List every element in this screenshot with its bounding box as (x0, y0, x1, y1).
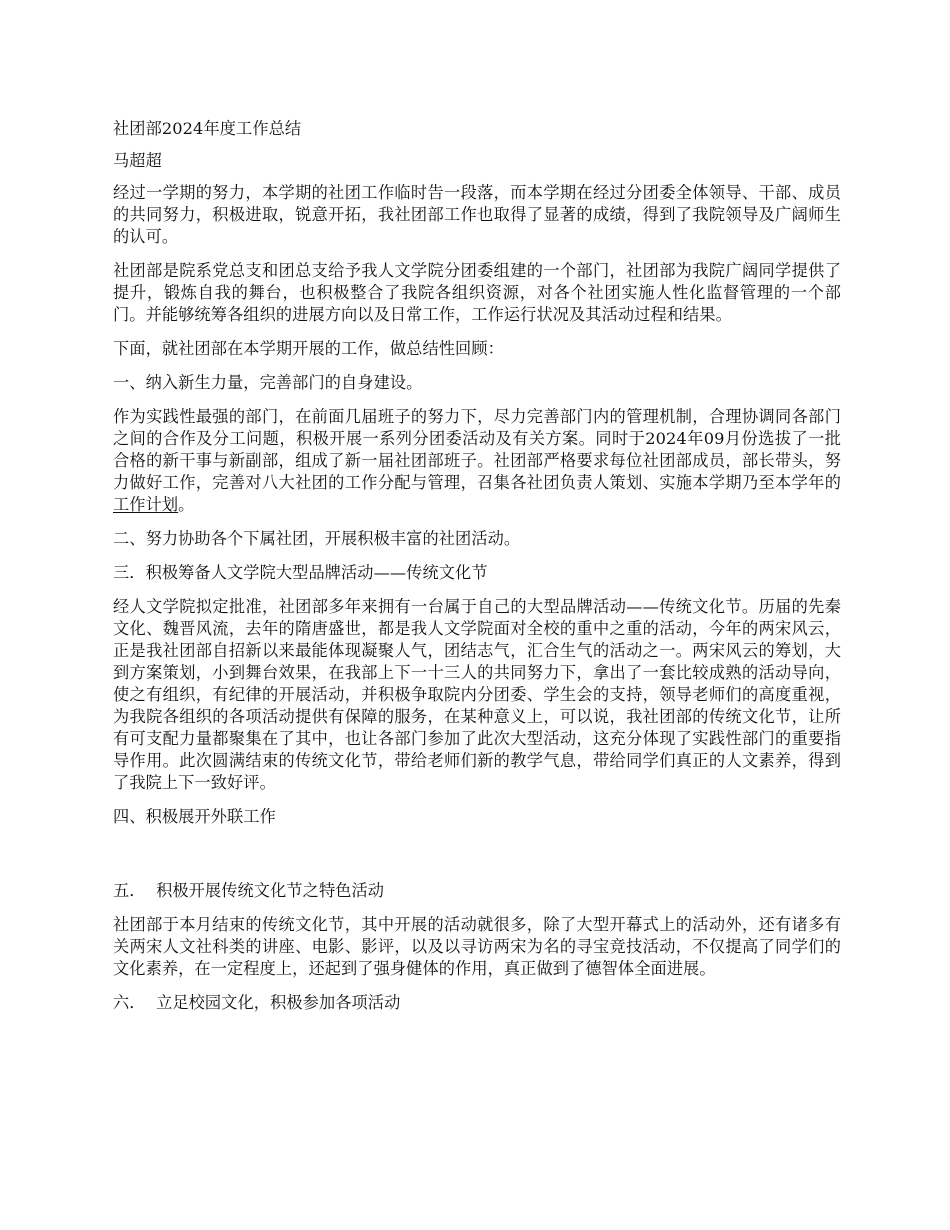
section-5-paragraph: 社团部于本月结束的传统文化节，其中开展的活动就很多，除了大型开幕式上的活动外，还有诸多有关两宋人文社科类的讲座、电影、影评，以及以寻访两宋为名的寻宝竞技活动，不仅提高了同学们的文化素养，在一定程度上，还起到了强身健体的作用，真正做到了德智体全面进展。 (113, 915, 841, 978)
blank-space (113, 840, 841, 880)
section-3-heading: 三．积极筹备人文学院大型品牌活动——传统文化节 (113, 563, 488, 582)
document-page (113, 118, 841, 1026)
section-1-text-end: 。 (178, 495, 195, 514)
section-1-paragraph (113, 406, 841, 516)
review-intro: 下面，就社团部在本学期开展的工作，做总结性回顾： (113, 339, 504, 358)
intro-paragraph: 经过一学期的努力，本学期的社团工作临时告一段落，而本学期在经过分团委全体领导、干部、成员的共同努力，积极进取，锐意开拓，我社团部工作也取得了显著的成绩，得到了我院领导及广阔师生的认可。 (113, 183, 841, 246)
section-1-heading: 一、纳入新生力量，完善部门的自身建设。 (113, 373, 423, 392)
section-4-heading: 四、积极展开外联工作 (113, 807, 276, 826)
about-paragraph: 社团部是院系党总支和团总支给予我人文学院分团委组建的一个部门，社团部为我院广阔同学提供了提升，锻炼自我的舞台，也积极整合了我院各组织资源，对各个社团实施人性化监督管理的一个部门。并能够统筹各组织的进展方向以及日常工作，工作运行状况及其活动过程和结果。 (113, 261, 841, 324)
document-author: 马超超 (113, 151, 162, 170)
section-5-heading: 五． 积极开展传统文化节之特色活动 (113, 881, 385, 900)
section-6-heading: 六． 立足校园文化，积极参加各项活动 (113, 993, 401, 1012)
document-title: 社团部2024年度工作总结 (113, 119, 302, 138)
section-1-text: 作为实践性最强的部门，在前面几届班子的努力下，尽力完善部门内的管理机制，合理协调同各部门之间的合作及分工问题，积极开展一系列分团委活动及有关方案。同时于2024年09月份选拔了一批合格的新干事与新副部，组成了新一届社团部班子。社团部严格要求每位社团部成员，部长带头，努力做好工作，完善对八大社团的工作分配与管理，召集各社团负责人策划、实施本学期乃至本学年的 (113, 407, 841, 492)
work-plan-link[interactable]: 工作计划 (113, 495, 179, 514)
section-2-heading: 二、努力协助各个下属社团，开展积极丰富的社团活动。 (113, 529, 521, 548)
section-3-paragraph: 经人文学院拟定批准，社团部多年来拥有一台属于自己的大型品牌活动——传统文化节。历届的先秦文化、魏晋风流，去年的隋唐盛世，都是我人文学院面对全校的重中之重的活动，今年的两宋风云，正是我社团部自招新以来最能体现凝聚人气，团结志气，汇合生气的活动之一。两宋风云的筹划，大到方案策划，小到舞台效果，在我部上下一十三人的共同努力下，拿出了一套比较成熟的活动导向，使之有组织，有纪律的开展活动，并积极争取院内分团委、学生会的支持，领导老师们的高度重视，为我院各组织的各项活动提供有保障的服务，在某种意义上，可以说，我社团部的传统文化节，让所有可支配力量都聚集在了其中，也让各部门参加了此次大型活动，这充分体现了实践性部门的重要指导作用。此次圆满结束的传统文化节，带给老师们新的教学气息，带给同学们真正的人文素养，得到了我院上下一致好评。 (113, 597, 841, 792)
